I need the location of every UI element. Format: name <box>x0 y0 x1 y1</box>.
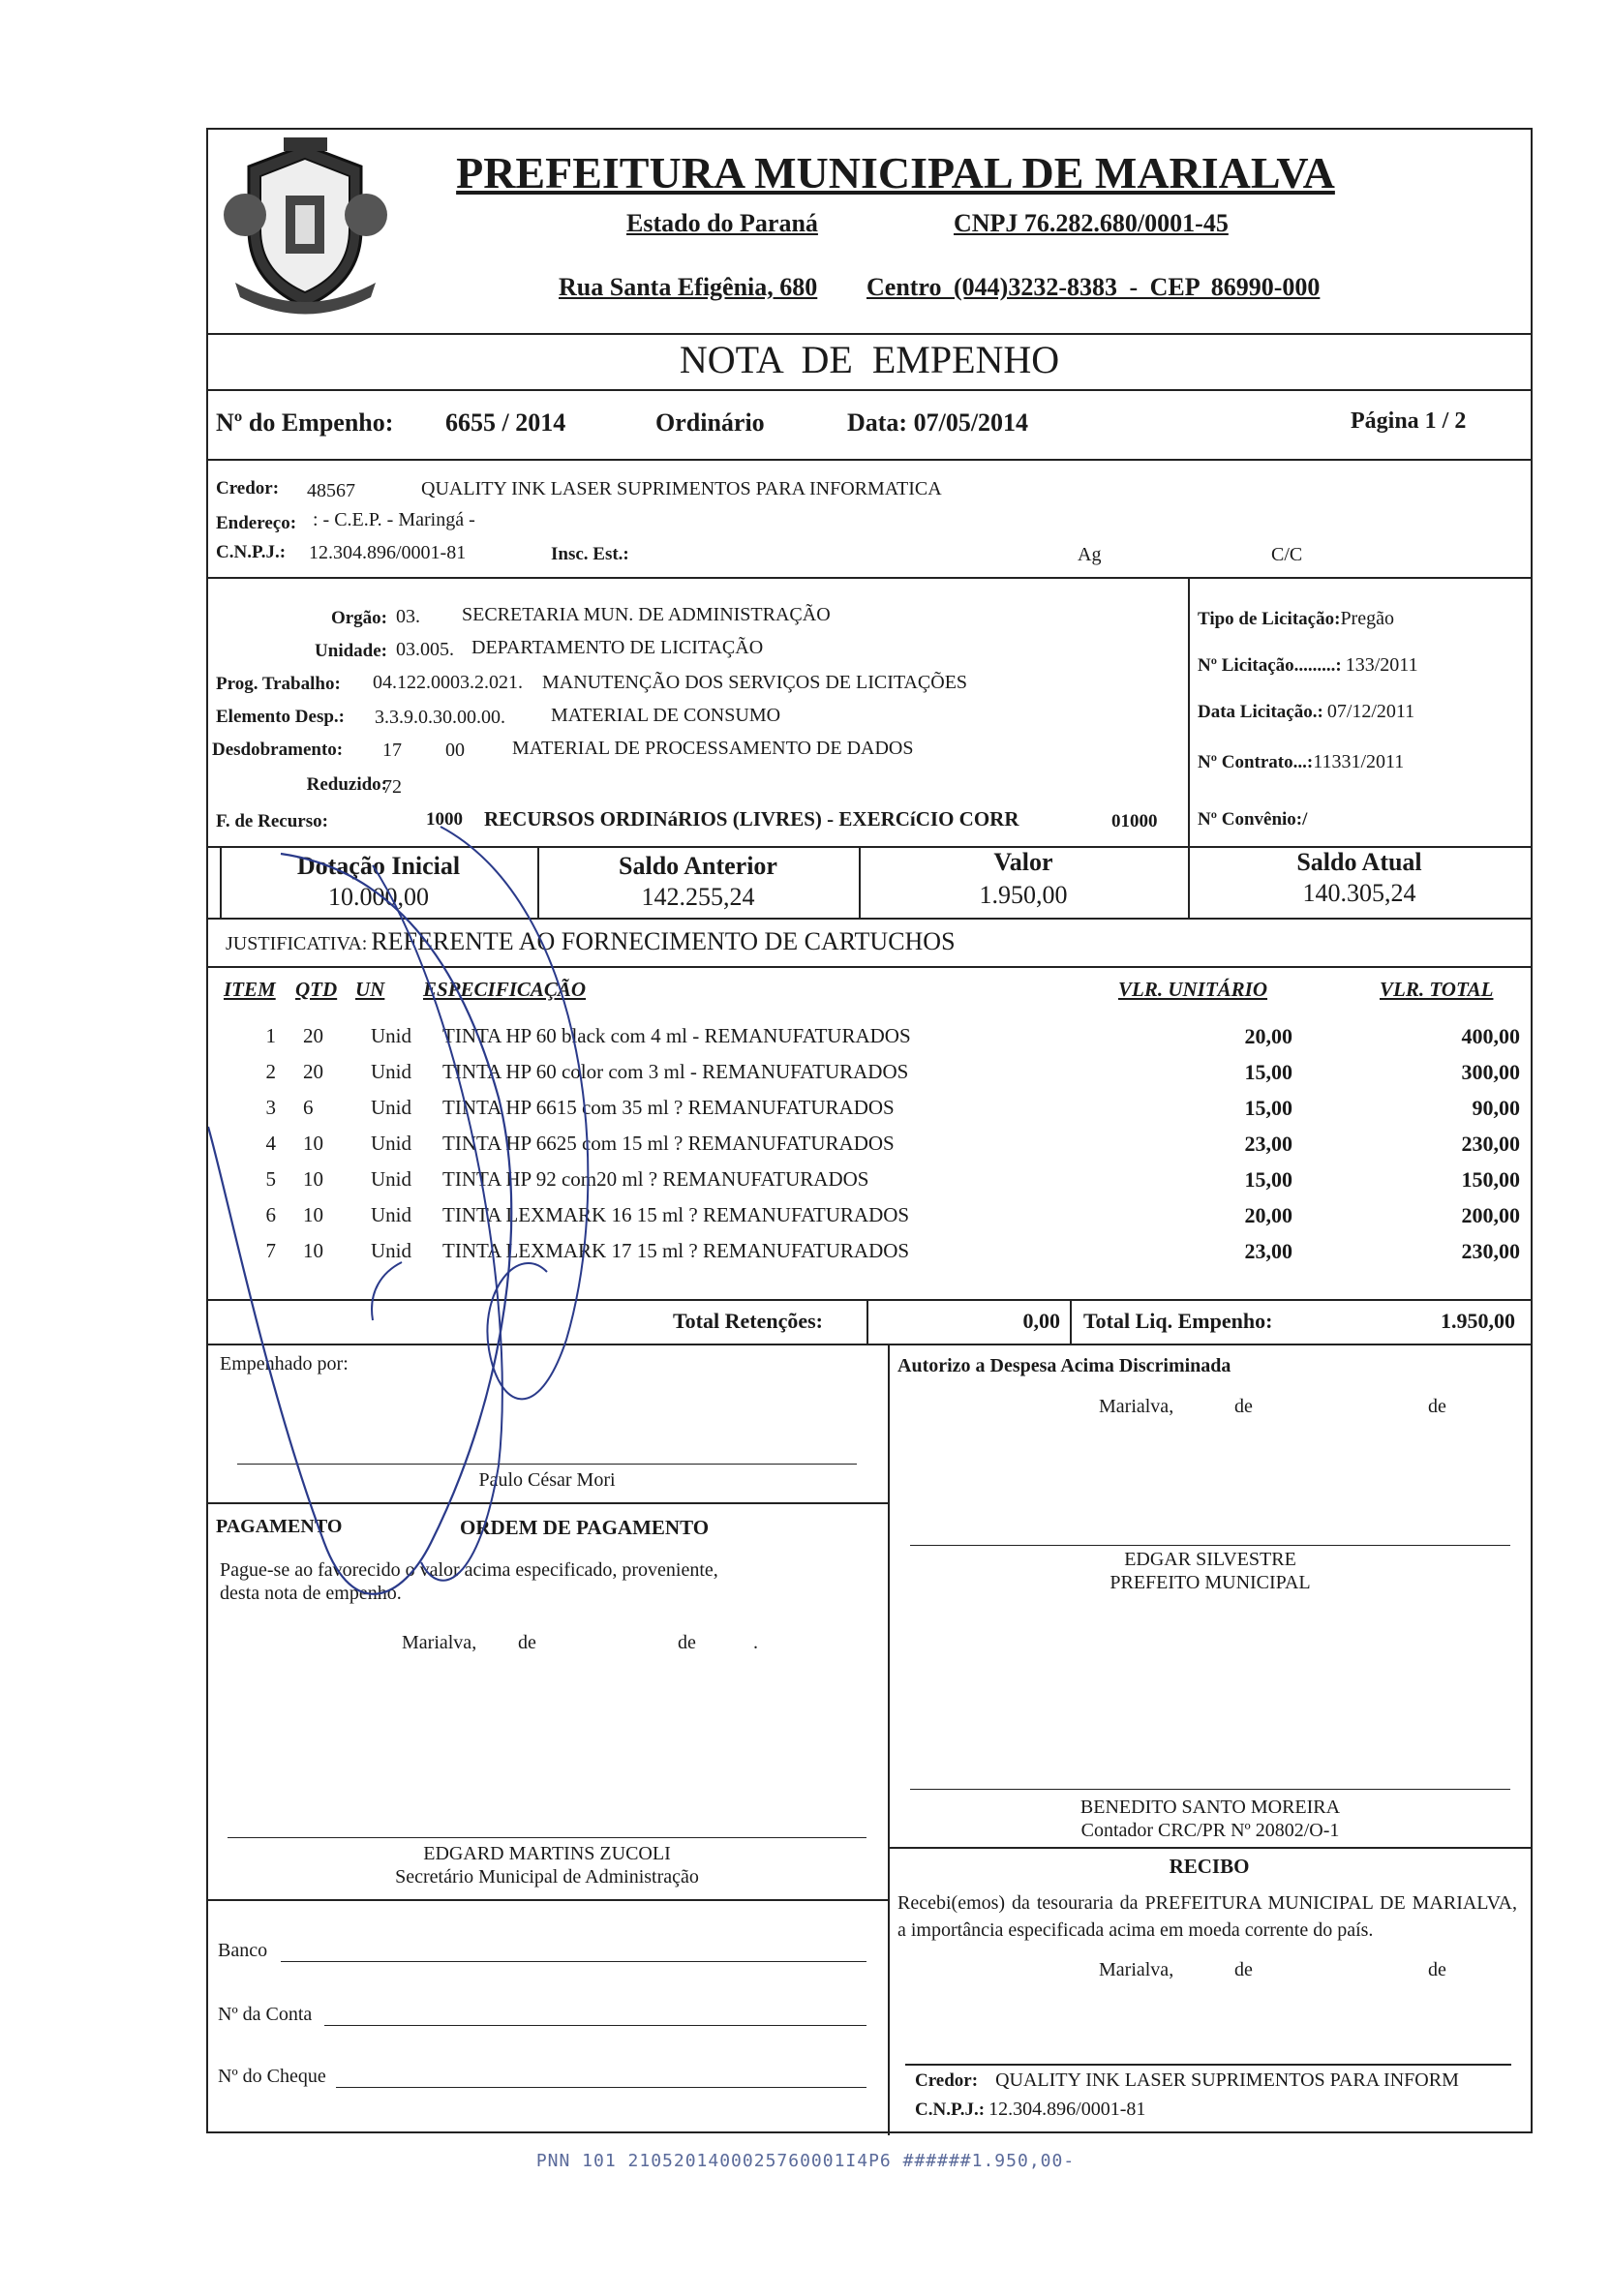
contador-signer: BENEDITO SANTO MOREIRA <box>1079 1797 1341 1818</box>
item-qtd: 20 <box>303 1024 323 1047</box>
recibo-cnpj-label: C.N.P.J.: <box>915 2100 986 2120</box>
autorizo-de1: de <box>1234 1396 1253 1417</box>
credor-code: 48567 <box>307 480 355 501</box>
pagamento-de2: de <box>678 1632 696 1653</box>
autorizo-role: PREFEITO MUNICIPAL <box>1109 1572 1311 1593</box>
banco-label: Banco <box>218 1940 268 1961</box>
col-vlr-unit: VLR. UNITÁRIO <box>1118 978 1268 1001</box>
autorizo-signer: EDGAR SILVESTRE <box>1124 1549 1296 1570</box>
empenho-number: 6655 / 2014 <box>445 408 566 437</box>
recurso-num: 01000 <box>1111 811 1158 831</box>
recurso-label: F. de Recurso: <box>216 811 328 831</box>
item-qtd: 10 <box>303 1239 323 1262</box>
cnpj-label: C.N.P.J.: <box>216 542 287 562</box>
item-un: Unid <box>371 1096 411 1119</box>
autorizo-place: Marialva, <box>1099 1396 1174 1417</box>
recibo-place: Marialva, <box>1099 1959 1174 1980</box>
cheque-label: Nº do Cheque <box>218 2066 326 2087</box>
justificativa-label: JUSTIFICATIVA: <box>226 933 368 954</box>
item-item: 1 <box>265 1024 276 1047</box>
item-total: 230,00 <box>1461 1132 1520 1156</box>
item-qtd: 10 <box>303 1167 323 1191</box>
licitacao-num-value: 133/2011 <box>1345 654 1418 676</box>
header-cnpj: CNPJ 76.282.680/0001-45 <box>954 209 1229 237</box>
item-un: Unid <box>371 1167 411 1191</box>
item-desc: TINTA HP 6615 com 35 ml ? REMANUFATURADOS <box>442 1096 895 1119</box>
empenhado-signer: Paulo César Mori <box>478 1469 616 1491</box>
licitacao-num-label: Nº Licitação.........: <box>1198 655 1342 676</box>
autorizo-label: Autorizo a Despesa Acima Discriminada <box>897 1355 1231 1376</box>
item-item: 2 <box>265 1060 276 1083</box>
header-title: PREFEITURA MUNICIPAL DE MARIALVA <box>456 148 1335 197</box>
pagamento-de1: de <box>518 1632 536 1653</box>
recibo-credor-value: QUALITY INK LASER SUPRIMENTOS PARA INFORM <box>995 2069 1459 2091</box>
item-item: 5 <box>265 1167 276 1191</box>
handwritten-signature <box>208 130 1531 2131</box>
item-qtd: 10 <box>303 1132 323 1155</box>
desd-value: MATERIAL DE PROCESSAMENTO DE DADOS <box>512 738 914 759</box>
liq-value: 1.950,00 <box>1441 1309 1515 1333</box>
elem-label: Elemento Desp.: <box>216 707 345 727</box>
item-un: Unid <box>371 1060 411 1083</box>
unidade-value: DEPARTAMENTO DE LICITAÇÃO <box>471 637 764 658</box>
item-total: 300,00 <box>1461 1060 1520 1084</box>
pagamento-signer: EDGARD MARTINS ZUCOLI <box>423 1843 671 1864</box>
licitacao-tipo-label: Tipo de Licitação: <box>1198 609 1341 629</box>
prog-code: 04.122.0003.2.021. <box>373 672 523 693</box>
saldo-atual-label: Saldo Atual <box>1296 848 1422 876</box>
desd-code1: 17 <box>382 740 402 761</box>
col-espec: ESPECIFICAÇÃO <box>423 978 587 1001</box>
endereco-value: : - C.E.P. - Maringá - <box>313 509 475 530</box>
header-district-phone: Centro (044)3232-8383 - CEP 86990-000 <box>866 273 1321 301</box>
cc-label: C/C <box>1271 544 1303 565</box>
prog-label: Prog. Trabalho: <box>216 674 341 694</box>
pagamento-text: Pague-se ao favorecido o valor acima especificado, proveniente, desta nota de empenho. <box>220 1559 718 1604</box>
licitacao-data-value: 07/12/2011 <box>1326 701 1415 722</box>
item-item: 4 <box>265 1132 276 1155</box>
licitacao-convenio: Nº Convênio:/ <box>1198 809 1308 830</box>
saldo-anterior-label: Saldo Anterior <box>619 852 777 880</box>
item-total: 150,00 <box>1461 1167 1520 1192</box>
barcode-text: PNN 101 2105201400025760001I4P6 ######1.950,00- <box>535 2151 1076 2171</box>
valor-value: 1.950,00 <box>979 881 1068 909</box>
empenho-number-label: Nº do Empenho: <box>216 408 394 437</box>
retencoes-label: Total Retenções: <box>673 1309 823 1333</box>
item-total: 400,00 <box>1461 1024 1520 1048</box>
nota-de-empenho-document <box>206 128 1533 2133</box>
pagamento-label: PAGAMENTO <box>216 1516 343 1537</box>
insc-label: Insc. Est.: <box>551 544 629 564</box>
item-desc: TINTA LEXMARK 16 15 ml ? REMANUFATURADOS <box>442 1203 910 1226</box>
licitacao-contrato-value: 11331/2011 <box>1313 751 1405 772</box>
item-unit: 20,00 <box>1244 1203 1292 1227</box>
item-desc: TINTA LEXMARK 17 15 ml ? REMANUFATURADOS <box>442 1239 910 1262</box>
recurso-code: 1000 <box>426 809 463 830</box>
ordem-pagamento: ORDEM DE PAGAMENTO <box>460 1516 710 1539</box>
col-item: ITEM <box>224 978 276 1001</box>
orgao-code: 03. <box>396 606 420 627</box>
item-total: 230,00 <box>1461 1239 1520 1263</box>
endereco-label: Endereço: <box>216 513 297 533</box>
empenho-date: Data: 07/05/2014 <box>847 408 1029 437</box>
recurso-value: RECURSOS ORDINáRIOS (LIVRES) - EXERCíCIO CORR <box>484 807 1019 831</box>
item-unit: 15,00 <box>1244 1060 1292 1084</box>
prog-value: MANUTENÇÃO DOS SERVIÇOS DE LICITAÇÕES <box>542 672 968 693</box>
recibo-text: Recebi(emos) da tesouraria da PREFEITURA MUNICIPAL DE MARIALVA, a importância especificada acima em moeda corrente do país. <box>897 1892 1517 1941</box>
desd-code2: 00 <box>445 740 465 761</box>
col-un: UN <box>355 978 385 1001</box>
item-qtd: 20 <box>303 1060 323 1083</box>
item-unit: 23,00 <box>1244 1132 1292 1156</box>
item-unit: 15,00 <box>1244 1167 1292 1192</box>
justificativa-text: REFERENTE AO FORNECIMENTO DE CARTUCHOS <box>371 927 956 955</box>
elem-code: 3.3.9.0.30.00.00. <box>375 707 505 728</box>
orgao-label: Orgão: <box>330 608 387 628</box>
dotacao-value: 10.000,00 <box>328 883 429 911</box>
item-item: 7 <box>265 1239 276 1262</box>
valor-label: Valor <box>993 848 1053 876</box>
saldo-atual-value: 140.305,24 <box>1302 879 1416 907</box>
empenho-page: Página 1 / 2 <box>1351 408 1467 434</box>
unidade-code: 03.005. <box>396 639 454 660</box>
pagamento-place: Marialva, <box>402 1632 477 1653</box>
item-desc: TINTA HP 6625 com 15 ml ? REMANUFATURADOS <box>442 1132 895 1155</box>
item-item: 3 <box>265 1096 276 1119</box>
item-un: Unid <box>371 1239 411 1262</box>
item-desc: TINTA HP 92 com20 ml ? REMANUFATURADOS <box>442 1167 869 1191</box>
recibo-de1: de <box>1234 1959 1253 1980</box>
dotacao-label: Dotação Inicial <box>296 852 461 880</box>
pagamento-role: Secretário Municipal de Administração <box>395 1866 699 1888</box>
item-qtd: 6 <box>303 1096 314 1119</box>
item-desc: TINTA HP 60 color com 3 ml - REMANUFATURADOS <box>442 1060 909 1083</box>
unidade-label: Unidade: <box>315 641 387 661</box>
recibo-de2: de <box>1428 1959 1446 1980</box>
cnpj-value: 12.304.896/0001-81 <box>309 542 467 563</box>
item-un: Unid <box>371 1024 411 1047</box>
item-total: 200,00 <box>1461 1203 1520 1227</box>
licitacao-data-label: Data Licitação.: <box>1198 702 1323 722</box>
item-item: 6 <box>265 1203 276 1226</box>
liq-label: Total Liq. Empenho: <box>1083 1309 1273 1333</box>
elem-value: MATERIAL DE CONSUMO <box>551 705 781 726</box>
licitacao-tipo-value: Pregão <box>1340 608 1394 629</box>
item-unit: 20,00 <box>1244 1024 1292 1048</box>
licitacao-contrato-label: Nº Contrato...: <box>1198 752 1314 772</box>
item-unit: 15,00 <box>1244 1096 1292 1120</box>
header-state: Estado do Paraná <box>626 209 818 237</box>
empenhado-label: Empenhado por: <box>220 1353 349 1375</box>
retencoes-value: 0,00 <box>1022 1309 1060 1333</box>
item-unit: 23,00 <box>1244 1239 1292 1263</box>
autorizo-de2: de <box>1428 1396 1446 1417</box>
item-total: 90,00 <box>1472 1096 1520 1120</box>
doc-title: NOTA DE EMPENHO <box>679 338 1060 381</box>
credor-name: QUALITY INK LASER SUPRIMENTOS PARA INFORMATICA <box>421 478 942 499</box>
col-vlr-total: VLR. TOTAL <box>1380 978 1494 1001</box>
header-address: Rua Santa Efigênia, 680 <box>559 273 818 301</box>
orgao-value: SECRETARIA MUN. DE ADMINISTRAÇÃO <box>462 604 831 625</box>
saldo-anterior-value: 142.255,24 <box>641 883 755 911</box>
reduzido-value: 72 <box>382 776 402 798</box>
item-desc: TINTA HP 60 black com 4 ml - REMANUFATURADOS <box>442 1024 911 1047</box>
col-qtd: QTD <box>295 978 338 1001</box>
item-qtd: 10 <box>303 1203 323 1226</box>
ag-label: Ag <box>1078 544 1102 565</box>
pagamento-dot: . <box>753 1632 758 1653</box>
item-un: Unid <box>371 1203 411 1226</box>
reduzido-label: Reduzido: <box>306 774 387 795</box>
recibo-cnpj-value: 12.304.896/0001-81 <box>988 2099 1146 2120</box>
desd-label: Desdobramento: <box>212 740 344 760</box>
conta-label: Nº da Conta <box>218 2004 313 2025</box>
item-un: Unid <box>371 1132 411 1155</box>
recibo-credor-label: Credor: <box>915 2070 979 2091</box>
credor-label: Credor: <box>216 478 280 498</box>
contador-role: Contador CRC/PR Nº 20802/O-1 <box>1080 1820 1340 1841</box>
recibo-label: RECIBO <box>1169 1855 1250 1878</box>
empenho-type: Ordinário <box>655 408 765 437</box>
